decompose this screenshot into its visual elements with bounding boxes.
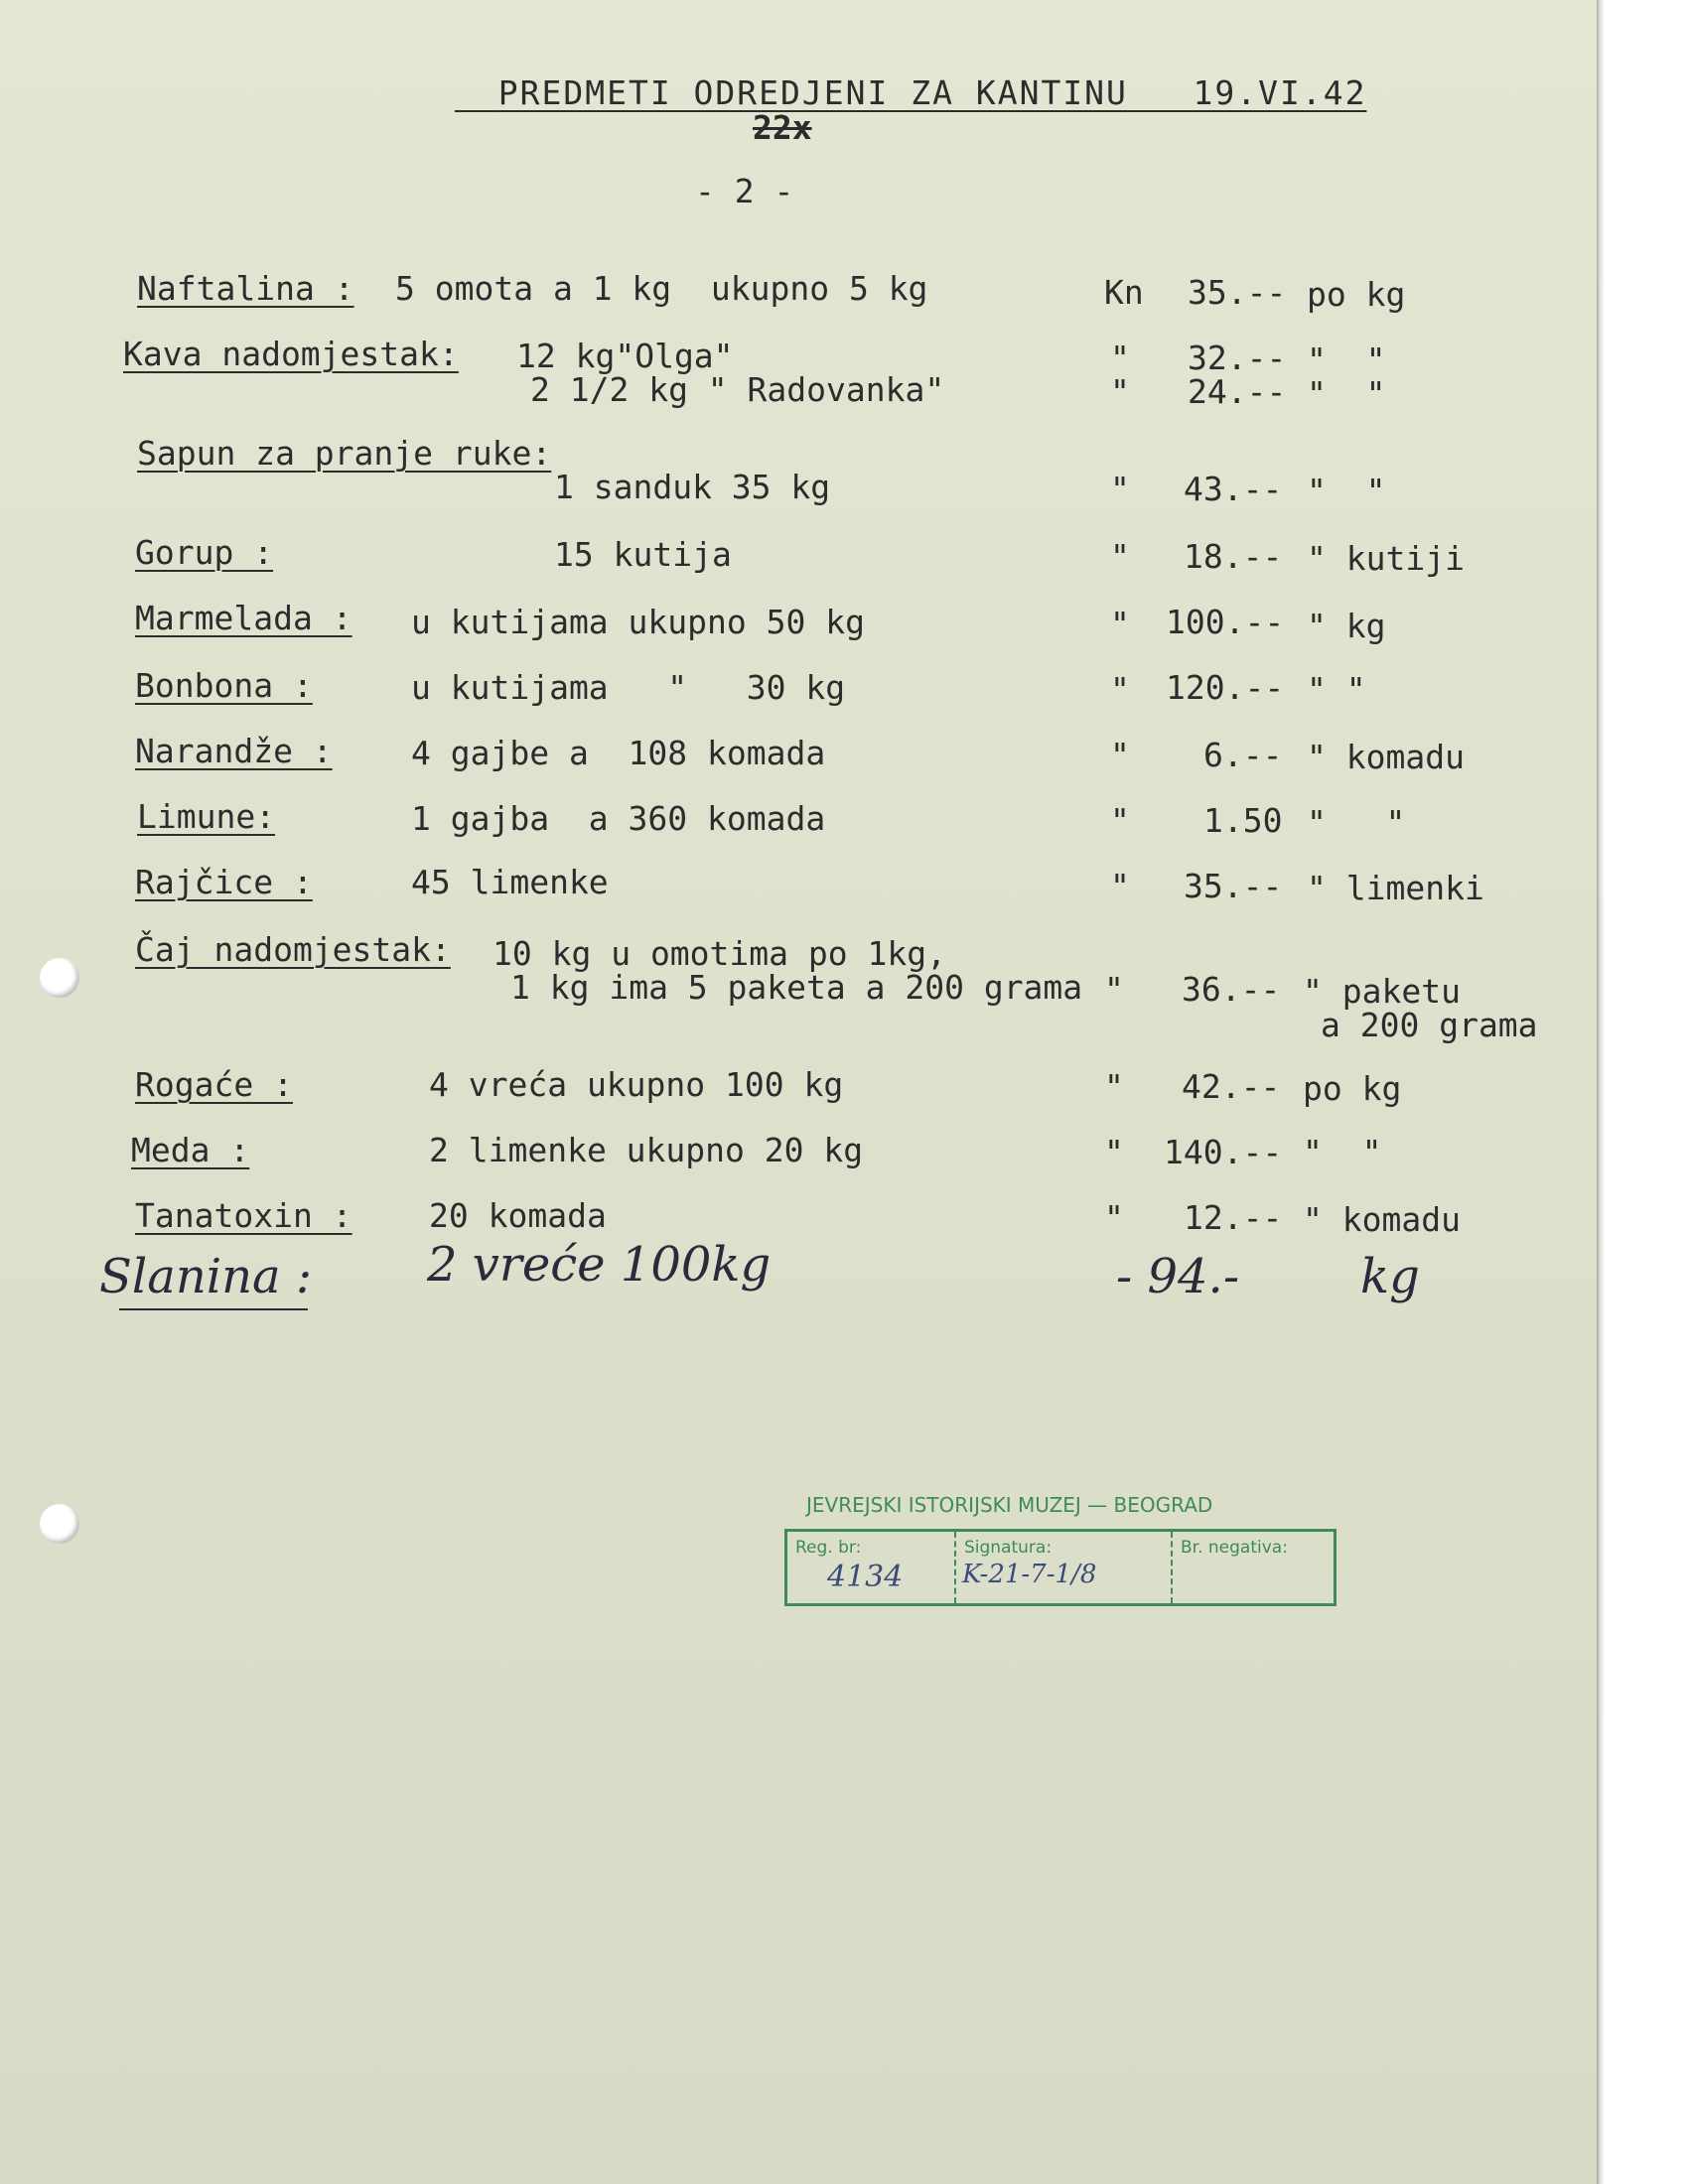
item-per: " kg [1307, 607, 1386, 645]
item-name: Rogaće : [135, 1065, 293, 1104]
handwritten-underline [119, 1308, 308, 1310]
item-qty: 5 omota a 1 kg ukupno 5 kg [395, 269, 928, 308]
item-per: " " [1307, 341, 1386, 379]
item-name: Gorup : [135, 533, 274, 572]
item-ditto: " [1104, 1133, 1124, 1171]
item-name: Kava nadomjestak: [123, 335, 459, 373]
title-text: PREDMETI ODREDJENI ZA KANTINU [497, 73, 1128, 112]
punch-hole-top [40, 958, 79, 998]
stamp-reg-value: 4134 [827, 1560, 904, 1594]
document-title [455, 44, 1367, 112]
title-date: 19.VI.42 [1193, 73, 1367, 112]
item-ditto: " [1104, 1067, 1124, 1106]
item-qty: 1 gajba a 360 komada [411, 799, 826, 838]
item-qty: 15 kutija [554, 535, 732, 574]
item-qty: 20 komada [429, 1196, 607, 1235]
item-name: Sapun za pranje ruke: [137, 434, 552, 473]
item-price: 35.-- [1184, 867, 1283, 905]
stamp-cell-signatura [956, 1532, 1173, 1603]
item-price: 24.-- [1188, 372, 1287, 411]
item-ditto: " [1110, 470, 1130, 508]
page-number: - 2 - [695, 172, 794, 210]
item-name: Čaj nadomjestak: [135, 930, 451, 969]
page-edge-shadow [1597, 0, 1605, 2184]
item-name: Bonbona : [135, 666, 313, 705]
item-price: 140.-- [1164, 1133, 1283, 1171]
handwritten-item-name: Slanina : [99, 1249, 313, 1304]
item-qty: 10 kg u omotima po 1kg, [492, 934, 946, 973]
item-per: " komadu [1303, 1200, 1461, 1239]
item-ditto: " [1110, 670, 1130, 709]
item-qty: 2 1/2 kg " Radovanka" [530, 370, 945, 409]
stamp-reg-label: Reg. br: [795, 1538, 862, 1558]
item-per: " " [1307, 670, 1366, 709]
item-ditto: " [1110, 867, 1130, 905]
item-price: 42.-- [1182, 1067, 1281, 1106]
item-price: 100.-- [1166, 603, 1285, 641]
item-name: Naftalina : [137, 269, 354, 308]
item-per: " kutiji [1307, 539, 1465, 578]
item-price: 1.50 [1203, 801, 1283, 840]
item-name: Rajčice : [135, 863, 313, 901]
item-per: " " [1307, 472, 1386, 510]
item-per: a 200 grama [1321, 1006, 1538, 1044]
item-ditto: " [1104, 970, 1124, 1009]
item-qty: 4 gajbe a 108 komada [411, 734, 826, 772]
item-qty: 12 kg"Olga" [516, 337, 734, 375]
item-price: 6.-- [1203, 736, 1283, 774]
item-per: " limenki [1307, 869, 1484, 907]
stamp-negativ-label: Br. negativa: [1181, 1538, 1288, 1558]
item-ditto: " [1110, 801, 1130, 840]
item-name: Narandže : [135, 732, 333, 770]
punch-hole-bottom [40, 1504, 79, 1544]
item-per: " " [1307, 803, 1406, 842]
item-qty: 45 limenke [411, 863, 609, 901]
item-ditto: " [1110, 372, 1130, 411]
item-qty: u kutijama " 30 kg [411, 668, 846, 707]
item-per: " paketu [1303, 972, 1461, 1011]
item-name: Marmelada : [135, 599, 352, 637]
item-price: 18.-- [1184, 537, 1283, 576]
item-qty: 1 sanduk 35 kg [554, 468, 831, 506]
item-per: " komadu [1307, 738, 1465, 776]
item-price: 35.-- [1188, 273, 1287, 312]
handwritten-item-price: - 94.- [1116, 1249, 1240, 1304]
item-ditto: " [1110, 537, 1130, 576]
item-ditto: " [1110, 736, 1130, 774]
stamp-signatura-label: Signatura: [964, 1538, 1053, 1558]
stamp-signatura-value: K-21-7-1/8 [962, 1560, 1097, 1589]
item-price: 120.-- [1166, 668, 1285, 707]
stamp-cell-reg [787, 1532, 956, 1603]
item-name: Tanatoxin : [135, 1196, 352, 1235]
item-currency: Kn [1104, 273, 1144, 312]
item-qty: 2 limenke ukupno 20 kg [429, 1131, 864, 1169]
item-ditto: " [1104, 1198, 1124, 1237]
item-qty: u kutijama ukupno 50 kg [411, 603, 865, 641]
item-qty: 4 vreća ukupno 100 kg [429, 1065, 844, 1104]
item-name: Meda : [131, 1131, 250, 1169]
item-price: 36.-- [1182, 970, 1281, 1009]
handwritten-item-qty: 2 vreće 100kg [427, 1237, 772, 1293]
item-ditto: " [1110, 605, 1130, 643]
item-per: " " [1307, 374, 1386, 413]
item-qty: 1 kg ima 5 paketa a 200 grama [510, 968, 1083, 1007]
stamp-institution: JEVREJSKI ISTORIJSKI MUZEJ — BEOGRAD [806, 1493, 1213, 1517]
item-per: po kg [1307, 275, 1406, 314]
stamp-cell-negativ [1173, 1532, 1334, 1603]
museum-stamp [784, 1529, 1336, 1606]
item-name: Limune: [137, 797, 276, 836]
item-ditto: " [1110, 339, 1130, 377]
item-price: 43.-- [1184, 470, 1283, 508]
item-price: 12.-- [1184, 1198, 1283, 1237]
handwritten-item-per: kg [1360, 1249, 1420, 1304]
item-per: po kg [1303, 1069, 1402, 1108]
item-price: 32.-- [1188, 339, 1287, 377]
item-per: " " [1303, 1133, 1382, 1171]
struck-number: 22x [753, 108, 812, 147]
